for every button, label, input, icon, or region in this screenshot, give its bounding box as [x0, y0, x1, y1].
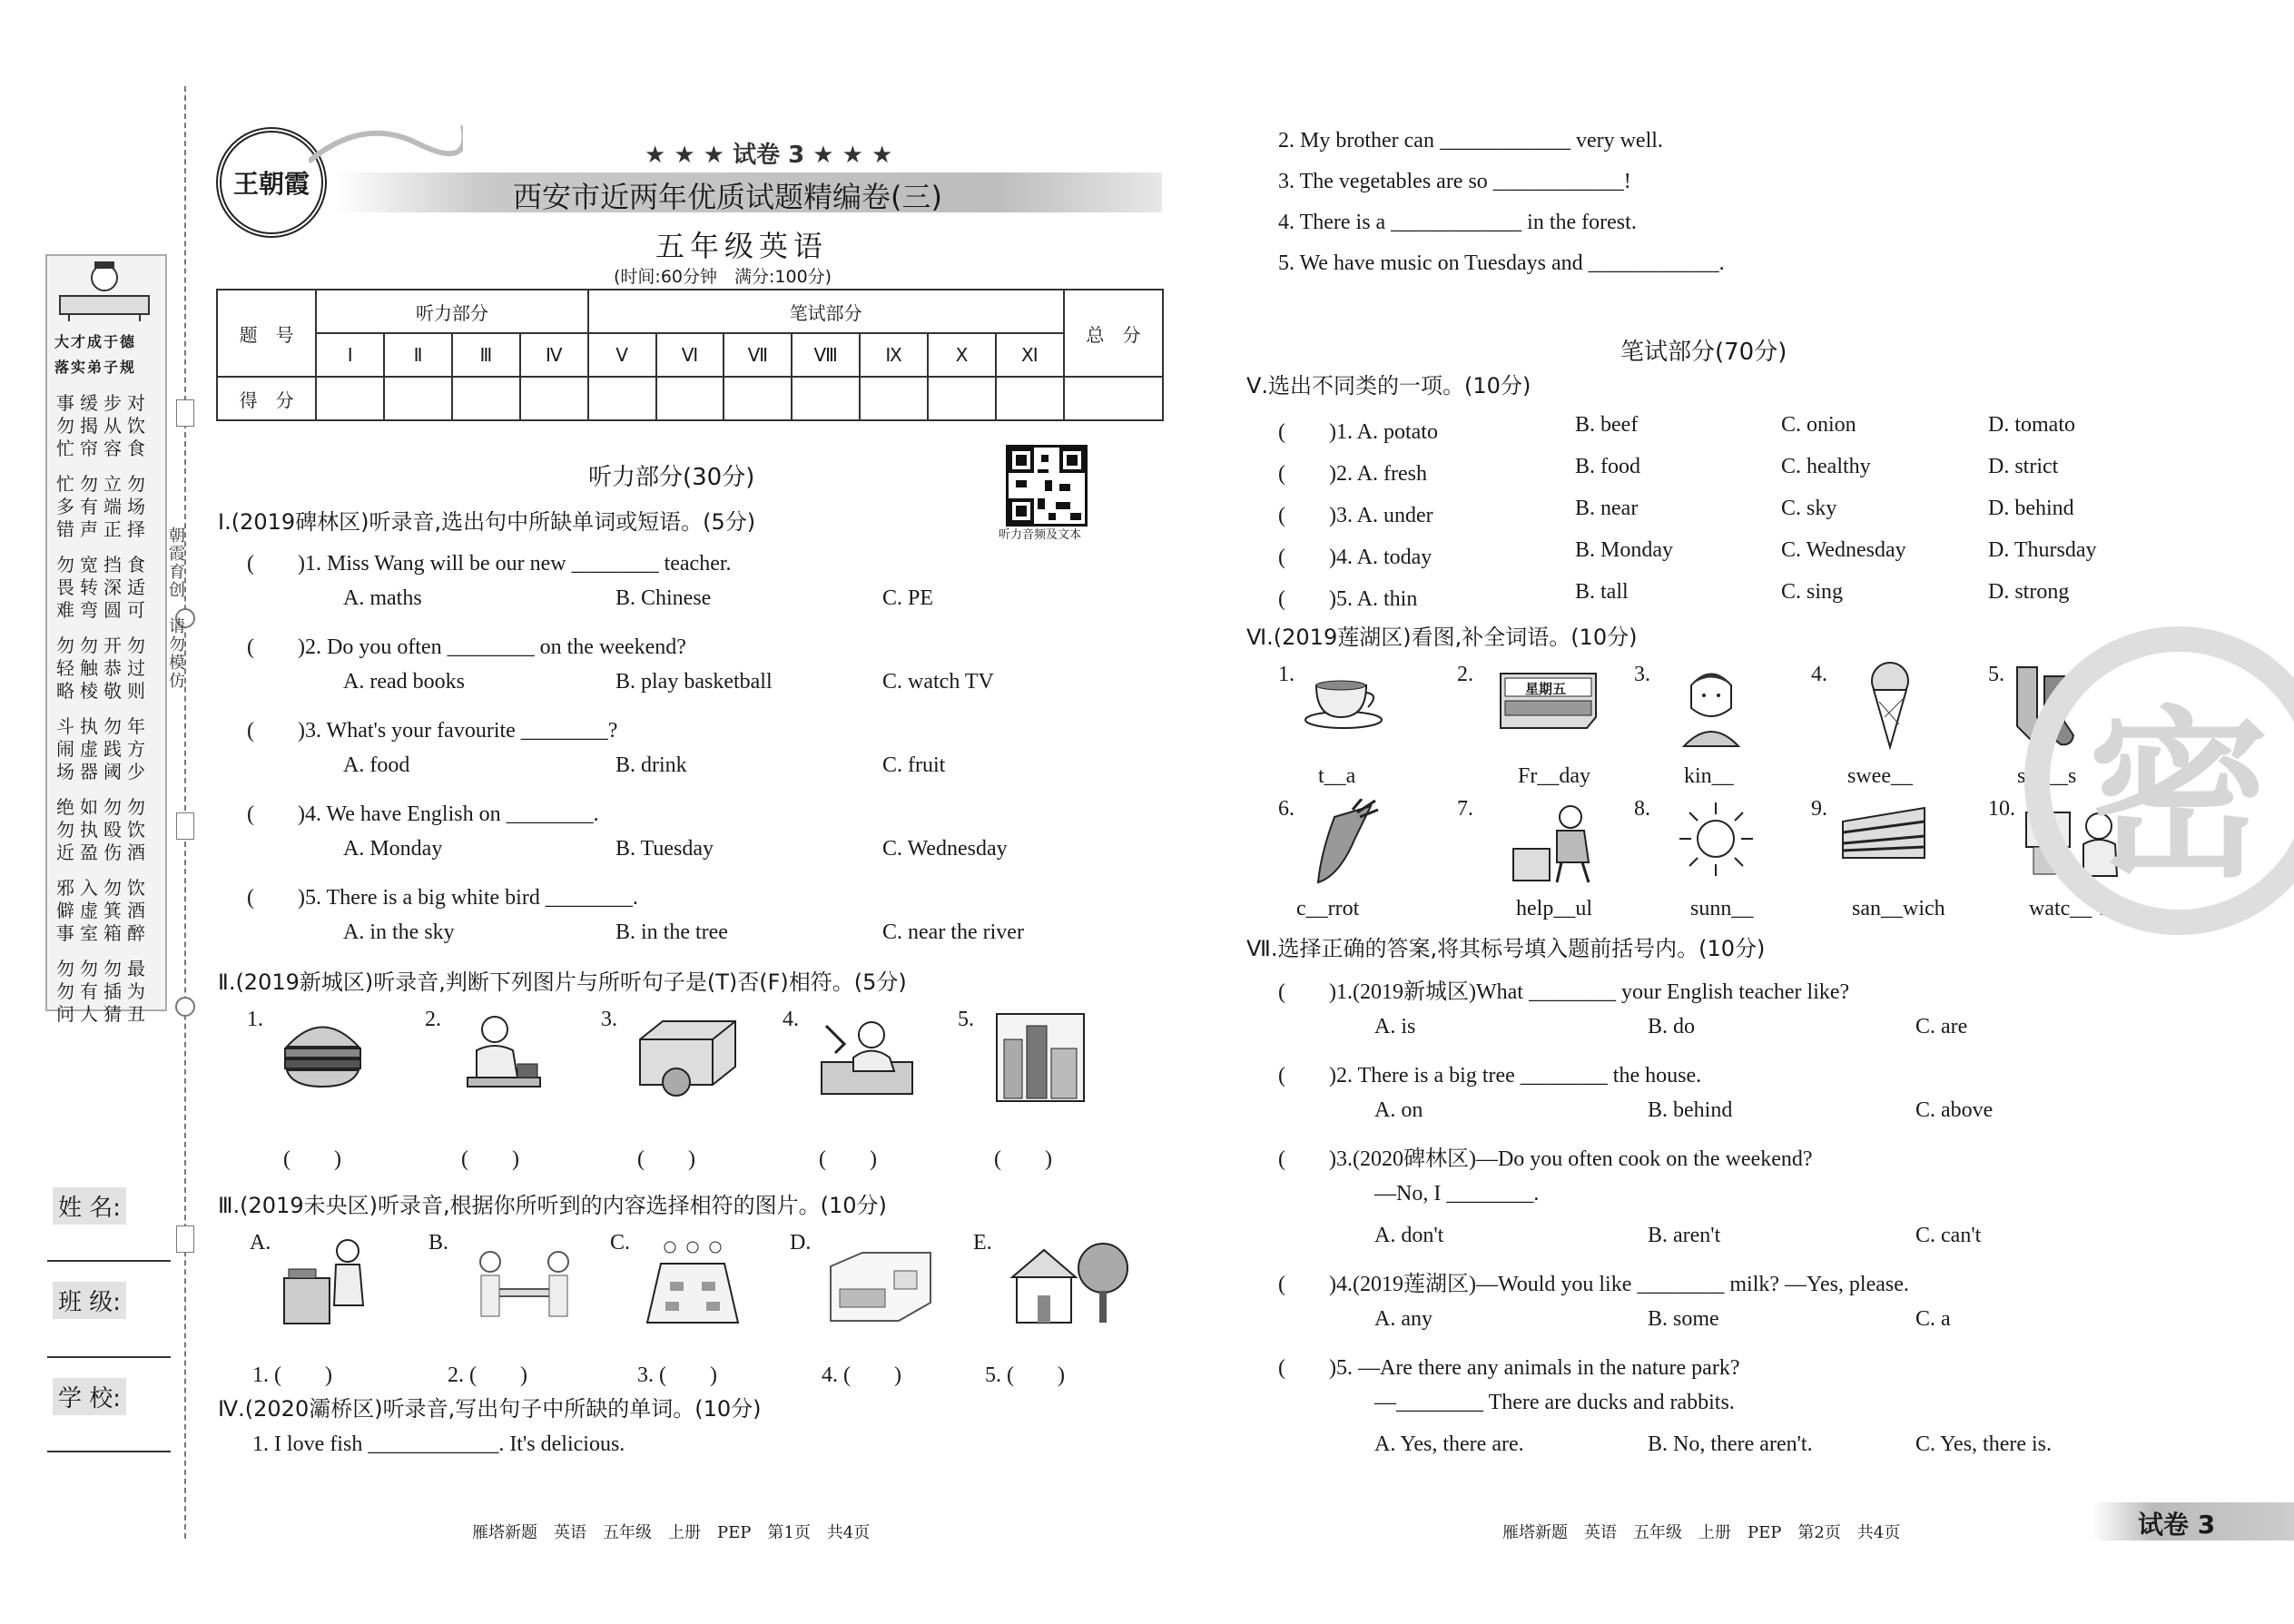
sec3-picture-letter: D. [790, 1231, 812, 1255]
writing-header: 笔试部分 [588, 290, 1064, 333]
poem-line: 近盈伤酒 [56, 842, 151, 863]
numeral-cell: Ⅴ [588, 333, 656, 377]
sec3-answer[interactable]: 5. ( ) [985, 1363, 1065, 1387]
sec5-question: ( )1. A. potato [1278, 420, 1438, 444]
sec1-option-b: B. Chinese [615, 586, 712, 610]
sec5-question: ( )2. A. fresh [1278, 462, 1427, 486]
sec7-option-b: B. behind [1648, 1098, 1733, 1122]
school-field[interactable] [47, 1451, 171, 1452]
sec5-option-b: B. food [1575, 455, 1640, 478]
row-label-number: 题 号 [217, 290, 316, 377]
poem-line: 勿揭从饮 [56, 415, 151, 437]
total-header: 总 分 [1064, 290, 1163, 377]
sec4-item-1: 1. I love fish ____________. It's delicious. [252, 1432, 625, 1456]
sec2-answer-blank[interactable]: ( ) [819, 1147, 877, 1171]
sec5-option-c: C. onion [1781, 413, 1856, 437]
listening-title: 听力部分(30分) [588, 464, 755, 491]
sec4-item-5: 5. We have music on Tuesdays and ____________. [1278, 251, 1725, 275]
sec2-answer-blank[interactable]: ( ) [637, 1147, 695, 1171]
sec4-item-2: 2. My brother can ____________ very well. [1278, 129, 1663, 153]
sec5-option-c: C. sky [1781, 497, 1837, 520]
footer-left: 雁塔新题 英语 五年级 上册 PEP 第1页 共4页 [472, 1523, 871, 1542]
exam-title: 西安市近两年优质试题精编卷(三) [513, 180, 942, 214]
subject-title: 五年级英语 [655, 229, 829, 263]
scholar-illustration [51, 260, 158, 323]
poem-line: 多有端场 [56, 496, 151, 517]
sidebar-vertical-note: 朝霞育创 请勿模仿 [166, 527, 185, 690]
sec1-question: ( )2. Do you often ________ on the weekend? [247, 635, 686, 659]
qr-caption: 听力音频及文本 [999, 528, 1082, 542]
boy-reading-picture [817, 1008, 917, 1102]
sec1-option-a: A. read books [343, 670, 465, 694]
total-score-cell[interactable] [1064, 377, 1163, 420]
sec1-title: Ⅰ.(2019碑林区)听录音,选出句中所缺单词或短语。(5分) [218, 509, 756, 535]
score-cell[interactable] [384, 377, 452, 420]
sun-picture [1678, 801, 1755, 881]
sec6-word[interactable]: watc__ TV [2029, 897, 2126, 920]
sec7-option-b: B. do [1648, 1015, 1696, 1038]
sec7-option-b: B. No, there aren't. [1648, 1432, 1813, 1456]
logo-text: 王朝霞 [232, 169, 310, 199]
ribbon-decoration [309, 116, 463, 171]
sec6-number: 8. [1634, 797, 1650, 821]
poem-line: 难弯圆可 [56, 599, 151, 621]
sec6-word[interactable]: t__a [1318, 764, 1356, 788]
sec5-option-b: B. beef [1575, 413, 1639, 437]
sec5-option-d: D. tomato [1988, 413, 2075, 437]
sec6-number: 3. [1634, 663, 1650, 686]
score-cell[interactable] [656, 377, 724, 420]
sec1-question: ( )5. There is a big white bird ________. [247, 886, 638, 910]
numeral-cell: Ⅸ [860, 333, 928, 377]
sec6-word[interactable]: soc__s [2017, 764, 2077, 788]
sec5-option-d: D. strict [1988, 455, 2059, 478]
sec5-option-c: C. healthy [1781, 455, 1871, 478]
sec7-title: Ⅶ.选择正确的答案,将其标号填入题前括号内。(10分) [1246, 936, 1766, 961]
sec6-number: 5. [1988, 663, 2004, 686]
numeral-cell: Ⅲ [452, 333, 520, 377]
sec5-option-b: B. Monday [1575, 538, 1673, 562]
poem-line: 斗执勿年 [56, 715, 151, 737]
numeral-cell: Ⅰ [316, 333, 384, 377]
sec2-answer-blank[interactable]: ( ) [994, 1147, 1052, 1171]
classroom-picture [643, 1236, 743, 1331]
sec1-option-a: A. Monday [343, 837, 443, 861]
sidebar-cut-mark-2 [176, 812, 194, 840]
sec3-answer[interactable]: 2. ( ) [448, 1363, 527, 1387]
sec7-question: ( )4.(2019莲湖区)—Would you like ________ milk? —Yes, please. [1278, 1273, 1909, 1296]
sec3-answer[interactable]: 3. ( ) [637, 1363, 717, 1387]
sec6-number: 7. [1457, 797, 1473, 821]
sec2-number: 1. [247, 1008, 263, 1031]
people-table-picture [458, 1244, 590, 1329]
sec6-number: 1. [1278, 663, 1295, 686]
sec7-question: ( )2. There is a big tree ________ the house. [1278, 1064, 1702, 1088]
poem-line: 僻虚箕酒 [56, 900, 151, 921]
sec7-option-a: A. don't [1374, 1224, 1444, 1247]
sec5-option-c: C. sing [1781, 580, 1844, 604]
poem-line: 错声正择 [56, 518, 151, 540]
sec6-word[interactable]: c__rrot [1296, 897, 1360, 920]
numeral-cell: Ⅱ [384, 333, 452, 377]
city-buildings-picture [995, 1012, 1086, 1107]
score-row [217, 377, 1163, 420]
sec2-answer-blank[interactable]: ( ) [283, 1147, 341, 1171]
school-label: 学 校: [53, 1378, 126, 1415]
score-cell[interactable] [520, 377, 588, 420]
score-cell[interactable] [724, 377, 792, 420]
sec1-question: ( )4. We have English on ________. [247, 802, 599, 826]
score-cell[interactable] [316, 377, 384, 420]
sec1-option-c: C. PE [882, 586, 934, 610]
sec2-number: 2. [425, 1008, 441, 1031]
sec6-word[interactable]: Fr__day [1518, 764, 1590, 788]
sec2-number: 5. [958, 1008, 974, 1031]
sec7-question: ( )3.(2020碑林区)—Do you often cook on the weekend? [1278, 1147, 1813, 1171]
score-cell[interactable] [996, 377, 1064, 420]
poem-line: 勿勿勿最 [56, 958, 151, 979]
score-cell[interactable] [928, 377, 996, 420]
poem-line: 畏转深适 [56, 576, 151, 598]
tea-cup-picture [1303, 667, 1384, 734]
sec1-option-a: A. maths [343, 586, 422, 610]
sec2-title: Ⅱ.(2019新城区)听录音,判断下列图片与所听句子是(T)否(F)相符。(5分) [218, 969, 907, 995]
numeral-cell: Ⅹ [928, 333, 996, 377]
poem-line: 邪入勿饮 [56, 877, 151, 899]
numeral-cell: Ⅷ [792, 333, 860, 377]
living-room-picture [826, 1248, 935, 1329]
sec7-option-b: B. aren't [1648, 1224, 1721, 1247]
poem-line: 勿勿开勿 [56, 635, 151, 656]
watermark-text: 密 [2087, 690, 2269, 902]
sec4-title: Ⅳ.(2020灞桥区)听录音,写出句子中所缺的单词。(10分) [218, 1396, 762, 1422]
footer-right: 雁塔新题 英语 五年级 上册 PEP 第2页 共4页 [1502, 1523, 1901, 1542]
sec1-question: ( )1. Miss Wang will be our new ________ teacher. [247, 552, 732, 576]
sec1-option-b: B. in the tree [615, 920, 728, 944]
sidebar-cut-mark-1 [176, 399, 194, 427]
ice-cream-picture [1863, 661, 1917, 753]
row-label-score: 得 分 [217, 377, 316, 420]
poem-line: 忙勿立勿 [56, 473, 151, 495]
class-label: 班 级: [53, 1282, 126, 1319]
poem-line: 勿执殴饮 [56, 819, 151, 841]
sec6-number: 4. [1811, 663, 1827, 686]
sec3-picture-letter: E. [973, 1231, 992, 1255]
sec6-word[interactable]: sunn__ [1690, 897, 1754, 920]
sidebar-poem [56, 392, 158, 1025]
name-label: 姓 名: [53, 1187, 126, 1225]
sec6-word[interactable]: san__wich [1852, 897, 1945, 920]
poem-line: 事室箱醉 [56, 922, 151, 944]
exam-badge: ★ ★ ★ 试卷 3 ★ ★ ★ [645, 142, 893, 169]
sec7-option-a: A. on [1374, 1098, 1423, 1122]
sec7-option-c: C. a [1915, 1307, 1951, 1331]
poem-line: 闹虚践方 [56, 738, 151, 760]
poem-line: 场器阈少 [56, 761, 151, 782]
sec1-option-c: C. watch TV [882, 670, 994, 694]
burger-picture [280, 1012, 366, 1093]
sec6-word[interactable]: kin__ [1684, 764, 1734, 788]
house-tree-picture [1003, 1236, 1130, 1331]
poem-line: 略棱敬则 [56, 680, 151, 702]
numeral-cell: Ⅶ [724, 333, 792, 377]
sec3-picture-letter: C. [610, 1231, 631, 1255]
sidebar-circle-2 [175, 997, 195, 1017]
sec7-option-a: A. any [1374, 1307, 1433, 1331]
calendar-text: 星期五 [1525, 681, 1567, 697]
writing-title: 笔试部分(70分) [1620, 339, 1787, 366]
sidebar-slogan-2: 落实弟子规 [54, 359, 137, 376]
sec6-number: 10. [1988, 797, 2015, 821]
poem-line: 勿宽挡食 [56, 554, 151, 576]
poem-line: 忙帘容食 [56, 438, 151, 459]
sec1-option-c: C. near the river [882, 920, 1024, 944]
class-field[interactable] [47, 1356, 171, 1358]
sec6-word[interactable]: help__ul [1516, 897, 1592, 920]
sandwich-picture [1838, 803, 1929, 871]
score-cell[interactable] [452, 377, 520, 420]
sec1-question: ( )3. What's your favourite ________? [247, 719, 618, 743]
sec7-option-c: C. above [1915, 1098, 1994, 1122]
sec7-question: ( )5. —Are there any animals in the nature park? [1278, 1356, 1740, 1380]
sec3-title: Ⅲ.(2019未央区)听录音,根据你所听到的内容选择相符的图片。(10分) [218, 1193, 887, 1218]
carrot-picture [1307, 799, 1380, 889]
sec1-option-a: A. in the sky [343, 920, 455, 944]
sec3-answer[interactable]: 1. ( ) [252, 1363, 332, 1387]
sec2-number: 4. [783, 1008, 799, 1031]
sec5-option-d: D. Thursday [1988, 538, 2097, 562]
sec7-question: ( )1.(2019新城区)What ________ your English teacher like? [1278, 980, 1850, 1004]
helpful-boy-picture [1511, 799, 1602, 889]
sec4-item-3: 3. The vegetables are so ____________! [1278, 170, 1631, 193]
sec5-option-d: D. behind [1988, 497, 2074, 520]
sidebar-cut-mark-3 [176, 1225, 194, 1253]
poem-line: 轻触恭过 [56, 657, 151, 679]
numeral-cell: Ⅵ [656, 333, 724, 377]
score-table [216, 289, 1164, 421]
sec1-option-b: B. drink [615, 753, 687, 777]
sec3-answer[interactable]: 4. ( ) [822, 1363, 901, 1387]
numeral-cell: Ⅳ [520, 333, 588, 377]
sec7-option-c: C. Yes, there is. [1915, 1432, 2053, 1456]
sec7-option-c: C. are [1915, 1015, 1968, 1038]
sec6-number: 6. [1278, 797, 1295, 821]
sec1-option-b: B. play basketball [615, 670, 773, 694]
sec3-picture-letter: A. [250, 1231, 271, 1255]
kitchen-cooking-picture [280, 1233, 379, 1332]
sec2-number: 3. [601, 1008, 617, 1031]
boy-writing-picture [454, 1009, 545, 1099]
sec5-title: Ⅴ.选出不同类的一项。(10分) [1246, 373, 1531, 399]
name-field[interactable] [47, 1260, 171, 1262]
sidebar-slogan-1: 大才成于德 [54, 333, 137, 350]
sec7-question-extra: —________ There are ducks and rabbits. [1374, 1391, 1735, 1414]
sec1-option-c: C. fruit [882, 753, 946, 777]
right-badge: 试卷 3 [2138, 1510, 2216, 1540]
sec5-option-b: B. tall [1575, 580, 1629, 604]
poem-line: 问人猜丑 [56, 1003, 151, 1025]
king-face-picture [1675, 663, 1748, 753]
sec4-item-4: 4. There is a ____________ in the forest. [1278, 211, 1637, 234]
calendar-picture [1496, 664, 1600, 733]
score-cell[interactable] [860, 377, 928, 420]
box-ball-picture [635, 1017, 740, 1102]
sec6-title: Ⅵ.(2019莲湖区)看图,补全词语。(10分) [1246, 625, 1638, 650]
time-score: (时间:60分钟 满分:100分) [614, 267, 832, 287]
sec3-picture-letter: B. [428, 1231, 449, 1255]
sec5-question: ( )4. A. today [1278, 546, 1433, 569]
sec7-option-a: A. Yes, there are. [1374, 1432, 1524, 1456]
listening-header: 听力部分 [316, 290, 587, 333]
sec2-answer-blank[interactable]: ( ) [461, 1147, 519, 1171]
sec6-number: 2. [1457, 663, 1473, 686]
score-cell[interactable] [588, 377, 656, 420]
sec7-option-c: C. can't [1915, 1224, 1982, 1247]
sec5-question: ( )5. A. thin [1278, 587, 1418, 611]
sec1-option-c: C. Wednesday [882, 837, 1008, 861]
sec7-option-b: B. some [1648, 1307, 1719, 1331]
sec5-question: ( )3. A. under [1278, 504, 1433, 527]
qr-code [1006, 445, 1088, 527]
poem-line: 事缓步对 [56, 392, 151, 414]
sec7-question-extra: —No, I ________. [1374, 1182, 1540, 1206]
sec5-option-d: D. strong [1988, 580, 2070, 604]
sec5-option-c: C. Wednesday [1781, 538, 1906, 562]
score-cell[interactable] [792, 377, 860, 420]
sec6-number: 9. [1811, 797, 1827, 821]
numeral-cell: Ⅺ [996, 333, 1064, 377]
sec1-option-a: A. food [343, 753, 410, 777]
poem-line: 绝如勿勿 [56, 796, 151, 818]
sec6-word[interactable]: swee__ [1847, 764, 1913, 788]
sec5-option-b: B. near [1575, 497, 1639, 520]
sec7-option-a: A. is [1374, 1015, 1416, 1038]
numeral-row [217, 333, 1163, 377]
sec1-option-b: B. Tuesday [615, 837, 714, 861]
poem-line: 勿有插为 [56, 980, 151, 1002]
